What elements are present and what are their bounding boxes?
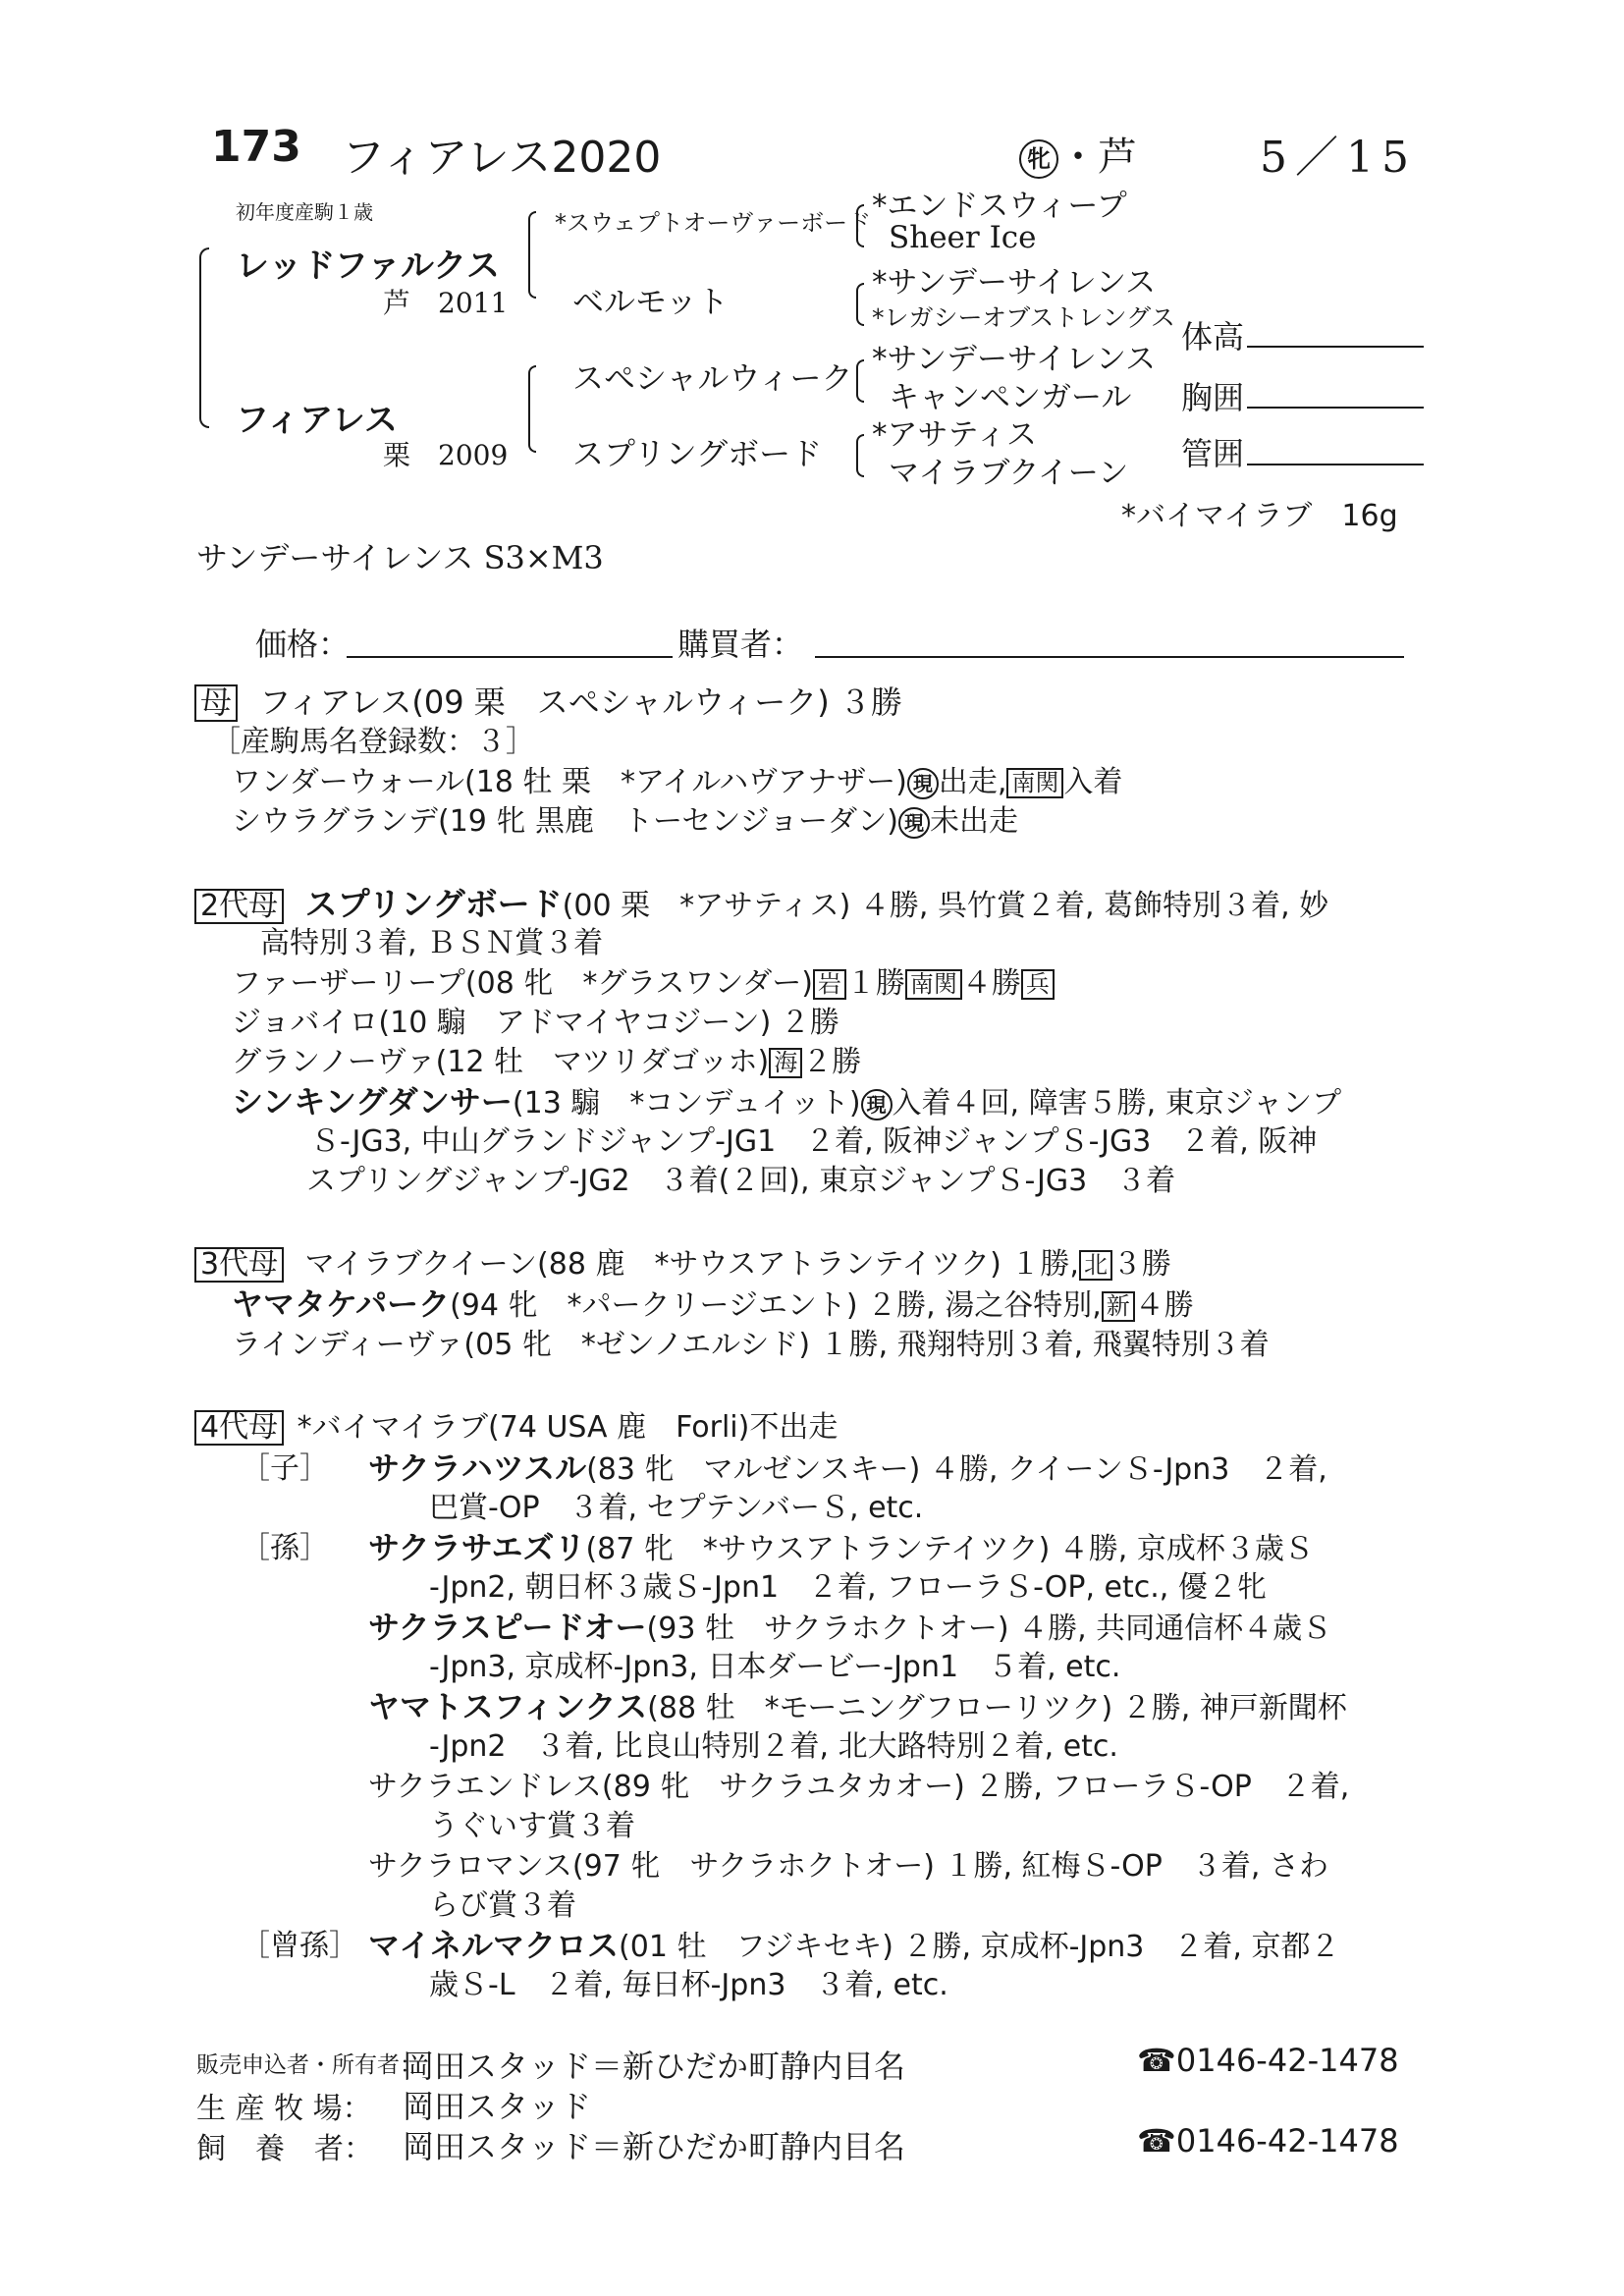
g4-great-1-cont: 歳Ｓ-L ２着, 毎日杯-Jpn3 ３着, etc.	[429, 1968, 948, 2002]
g3-8: マイラブクイーン	[889, 456, 1129, 491]
g3-4: *レガシーオブストレングス	[872, 303, 1175, 332]
g4-grand-5-cont: らび賞３着	[429, 1888, 576, 1923]
g3-6: キャンペンガール	[889, 380, 1132, 415]
dam-sire: スペシャルウィーク	[572, 359, 853, 397]
chest-field[interactable]	[1247, 407, 1424, 409]
g2-offspring-1-wins2: ４勝	[961, 966, 1021, 1001]
g3-offspring-1-wins: ４勝	[1134, 1288, 1194, 1323]
region-box: 南関	[905, 969, 962, 999]
keeper-phone: ☎0146-42-1478	[1137, 2122, 1399, 2159]
g4-child-1-name: サクラハツスル	[368, 1449, 587, 1487]
buyer-field[interactable]	[815, 656, 1404, 658]
g2-offspring-4-record: 入着４回, 障害５勝, 東京ジャンプ	[892, 1086, 1342, 1121]
region-box: 海	[769, 1048, 802, 1077]
g4-note: *バイマイラブ 16g	[1121, 499, 1398, 533]
sire-name: レッドファルクス	[236, 246, 500, 286]
offspring-1-status: 出走,	[938, 765, 1007, 799]
coat-color: ・芦	[1058, 135, 1137, 180]
price-label: 価格：	[255, 626, 351, 663]
offspring-2-status: 未出走	[930, 804, 1019, 839]
current-mark: 現	[898, 807, 930, 839]
keeper-value: 岡田スタッド＝新ひだか町静内目名	[403, 2128, 906, 2165]
g2-offspring-3-wins: ２勝	[802, 1045, 862, 1079]
g4-grand-5: サクラロマンス(97 牝 サクラホクトオー) １勝, 紅梅Ｓ-OP ３着, さわ	[368, 1849, 1328, 1884]
g2-offspring-1	[232, 958, 1055, 1002]
g2-offspring-1-wins: １勝	[845, 966, 905, 1001]
child-label: ［子］	[241, 1451, 329, 1486]
g4-grand-2-name: サクラスピードオー	[368, 1609, 647, 1646]
g2-offspring-3	[232, 1037, 861, 1080]
g3-offspring-1	[232, 1280, 1194, 1325]
chest-label: 胸囲	[1181, 379, 1245, 416]
g3-offspring-1-name: ヤマタケパーク	[232, 1285, 451, 1323]
dam-summary: フィアレス(09 栗 スペシャルウィーク) ３勝	[259, 683, 902, 721]
inbreeding-note: サンデーサイレンス S3×M3	[196, 539, 604, 576]
g2-offspring-4-name: シンキングダンサー	[232, 1083, 513, 1121]
g3-5: *サンデーサイレンス	[872, 342, 1157, 377]
g4-great-1-info: (01 牡 フジキセキ) ２勝, 京成杯-Jpn3 ２着, 京都２	[619, 1930, 1340, 1964]
g4-tag: 4代母	[194, 1410, 284, 1446]
grandchild-label: ［孫］	[241, 1531, 329, 1565]
farm-label: 生 産 牧 場：	[196, 2092, 372, 2126]
g3-3: *サンデーサイレンス	[872, 265, 1157, 301]
g3-offspring-1-info: (94 牝 *パークリージエント) ２勝, 湯之谷特別,	[450, 1288, 1102, 1323]
g3-summary-wins: ３勝	[1111, 1247, 1171, 1282]
dam-name: フィアレス	[236, 401, 398, 440]
g4-grand-3-info: (88 牡 *モーニングフローリツク) ２勝, 神戸新聞杯	[647, 1691, 1347, 1725]
g2-name: スプリングボード	[304, 885, 563, 923]
dam-tag: 母	[194, 684, 238, 722]
g3-2: Sheer Ice	[889, 220, 1037, 255]
lot-number: 173	[211, 122, 301, 172]
buyer-label: 購買者：	[677, 626, 804, 663]
sex-color	[1019, 126, 1137, 182]
region-box: 南関	[1006, 768, 1063, 797]
g2-tag: 2代母	[194, 889, 284, 924]
g3-1: *エンドスウィープ	[872, 189, 1127, 224]
g4-line1	[194, 1402, 838, 1446]
g2-offspring-4-info: (13 騸 *コンデュイット)	[512, 1086, 861, 1121]
g3-line1	[194, 1239, 1171, 1283]
offspring-2-text: シウラグランデ(19 牝 黒鹿 トーセンジョーダン)	[232, 804, 899, 839]
pedigree-brace-sire	[528, 211, 536, 299]
g3-7: *アサティス	[872, 417, 1038, 453]
dam-color-year: 栗 2009	[383, 439, 509, 471]
g4-summary: *バイマイラブ(74 USA 鹿 Forli)不出走	[297, 1410, 839, 1445]
current-mark: 現	[861, 1089, 893, 1121]
cannon-field[interactable]	[1247, 464, 1424, 465]
height-field[interactable]	[1247, 346, 1424, 348]
sire-color-year: 芦 2011	[383, 287, 509, 319]
g4-grand-2-info: (93 牡 サクラホクトオー) ４勝, 共同通信杯４歳Ｓ	[646, 1612, 1332, 1646]
g2-offspring-4-cont2: スプリングジャンプ-JG2 ３着(２回), 東京ジャンプＳ-JG3 ３着	[306, 1164, 1176, 1198]
g4-grand-3-name: ヤマトスフィンクス	[368, 1688, 648, 1725]
farm-value: 岡田スタッド	[403, 2088, 592, 2125]
g3-tag: 3代母	[194, 1247, 284, 1283]
g2-line1-cont: 高特別３着, ＢＳＮ賞３着	[260, 926, 604, 960]
g2-offspring-3-text: グランノーヴァ(12 牡 マツリダゴッホ)	[232, 1045, 770, 1079]
sex-mark: 牝	[1019, 139, 1058, 179]
offspring-1-text: ワンダーウォール(18 牡 栗 *アイルハヴアナザー)	[232, 765, 907, 799]
region-box: 新	[1102, 1291, 1135, 1321]
horse-name: フィアレス2020	[342, 133, 662, 183]
page-number: 5／15	[1260, 133, 1417, 183]
seller-value: 岡田スタッド＝新ひだか町静内目名	[403, 2048, 906, 2085]
g4-grand-4-cont: うぐいす賞３着	[429, 1809, 635, 1843]
pedigree-brace-dam	[528, 365, 536, 453]
g4-great-1-name: マイネルマクロス	[368, 1927, 620, 1964]
pedigree-brace-main	[199, 247, 209, 428]
price-field[interactable]	[347, 656, 673, 658]
sire-sire: *スウェプトオーヴァーボード	[555, 209, 872, 237]
g4-grand-4: サクラエンドレス(89 牝 サクラユタカオー) ２勝, フローラＳ-OP ２着,	[368, 1770, 1350, 1804]
g2-offspring-4-cont1: Ｓ-JG3, 中山グランドジャンプ-JG1 ２着, 阪神ジャンプＳ-JG3 ２着, 阪神	[310, 1124, 1318, 1159]
g4-grand-3-cont: -Jpn2 ３着, 比良山特別２着, 北大路特別２着, etc.	[429, 1729, 1118, 1764]
g4-child-1-cont: 巴賞-OP ３着, セプテンバーＳ, etc.	[429, 1491, 924, 1525]
dam-registration-count: ［産駒馬名登録数：３］	[211, 725, 535, 759]
seller-label: 販売申込者・所有者：	[196, 2052, 422, 2078]
region-box: 岩	[813, 969, 846, 999]
region-box: 北	[1079, 1250, 1112, 1280]
dam-offspring-1	[232, 757, 1122, 800]
first-crop-note: 初年度産駒１歳	[236, 200, 373, 224]
g4-grand-2-cont: -Jpn3, 京成杯-Jpn3, 日本ダービー-Jpn1 ５着, etc.	[429, 1650, 1121, 1684]
dam-dam: スプリングボード	[572, 435, 823, 472]
keeper-label: 飼 養 者：	[196, 2132, 373, 2166]
brace-g3-1	[856, 204, 864, 247]
height-label: 体高	[1181, 318, 1245, 355]
brace-g3-3	[856, 359, 864, 403]
g4-child-1-info: (83 牝 マルゼンスキー) ４勝, クイーンＳ-Jpn3 ２着,	[586, 1452, 1327, 1487]
g4-grand-1-name: サクラサエズリ	[368, 1529, 586, 1566]
g3-offspring-2: ラインディーヴァ(05 牝 *ゼンノエルシド) １勝, 飛翔特別３着, 飛翼特別３着	[232, 1328, 1270, 1362]
g3-summary: マイラブクイーン(88 鹿 *サウスアトランテイツク) １勝,	[304, 1247, 1079, 1282]
seller-phone: ☎0146-42-1478	[1137, 2042, 1399, 2079]
dam-offspring-2	[232, 796, 1018, 840]
g2-summary: (00 栗 *アサティス) ４勝, 呉竹賞２着, 葛飾特別３着, 妙	[562, 889, 1329, 923]
region-box: 兵	[1021, 969, 1055, 999]
brace-g3-2	[856, 283, 864, 326]
g2-offspring-2: ジョバイロ(10 騸 アドマイヤコジーン) ２勝	[232, 1006, 839, 1040]
great-grandchild-label: ［曾孫］	[241, 1929, 358, 1963]
cannon-label: 管囲	[1181, 435, 1245, 472]
g2-offspring-1-text: ファーザーリープ(08 牝 *グラスワンダー)	[232, 966, 813, 1001]
g4-grand-1-info: (87 牝 *サウスアトランテイツク) ４勝, 京成杯３歳Ｓ	[585, 1532, 1314, 1566]
g4-grand-1-cont: -Jpn2, 朝日杯３歳Ｓ-Jpn1 ２着, フローラＳ-OP, etc., 優２牝	[429, 1570, 1267, 1605]
brace-g3-4	[856, 434, 864, 477]
current-mark: 現	[907, 768, 939, 799]
offspring-1-status2: 入着	[1063, 765, 1123, 799]
sire-dam: ベルモット	[572, 283, 730, 320]
